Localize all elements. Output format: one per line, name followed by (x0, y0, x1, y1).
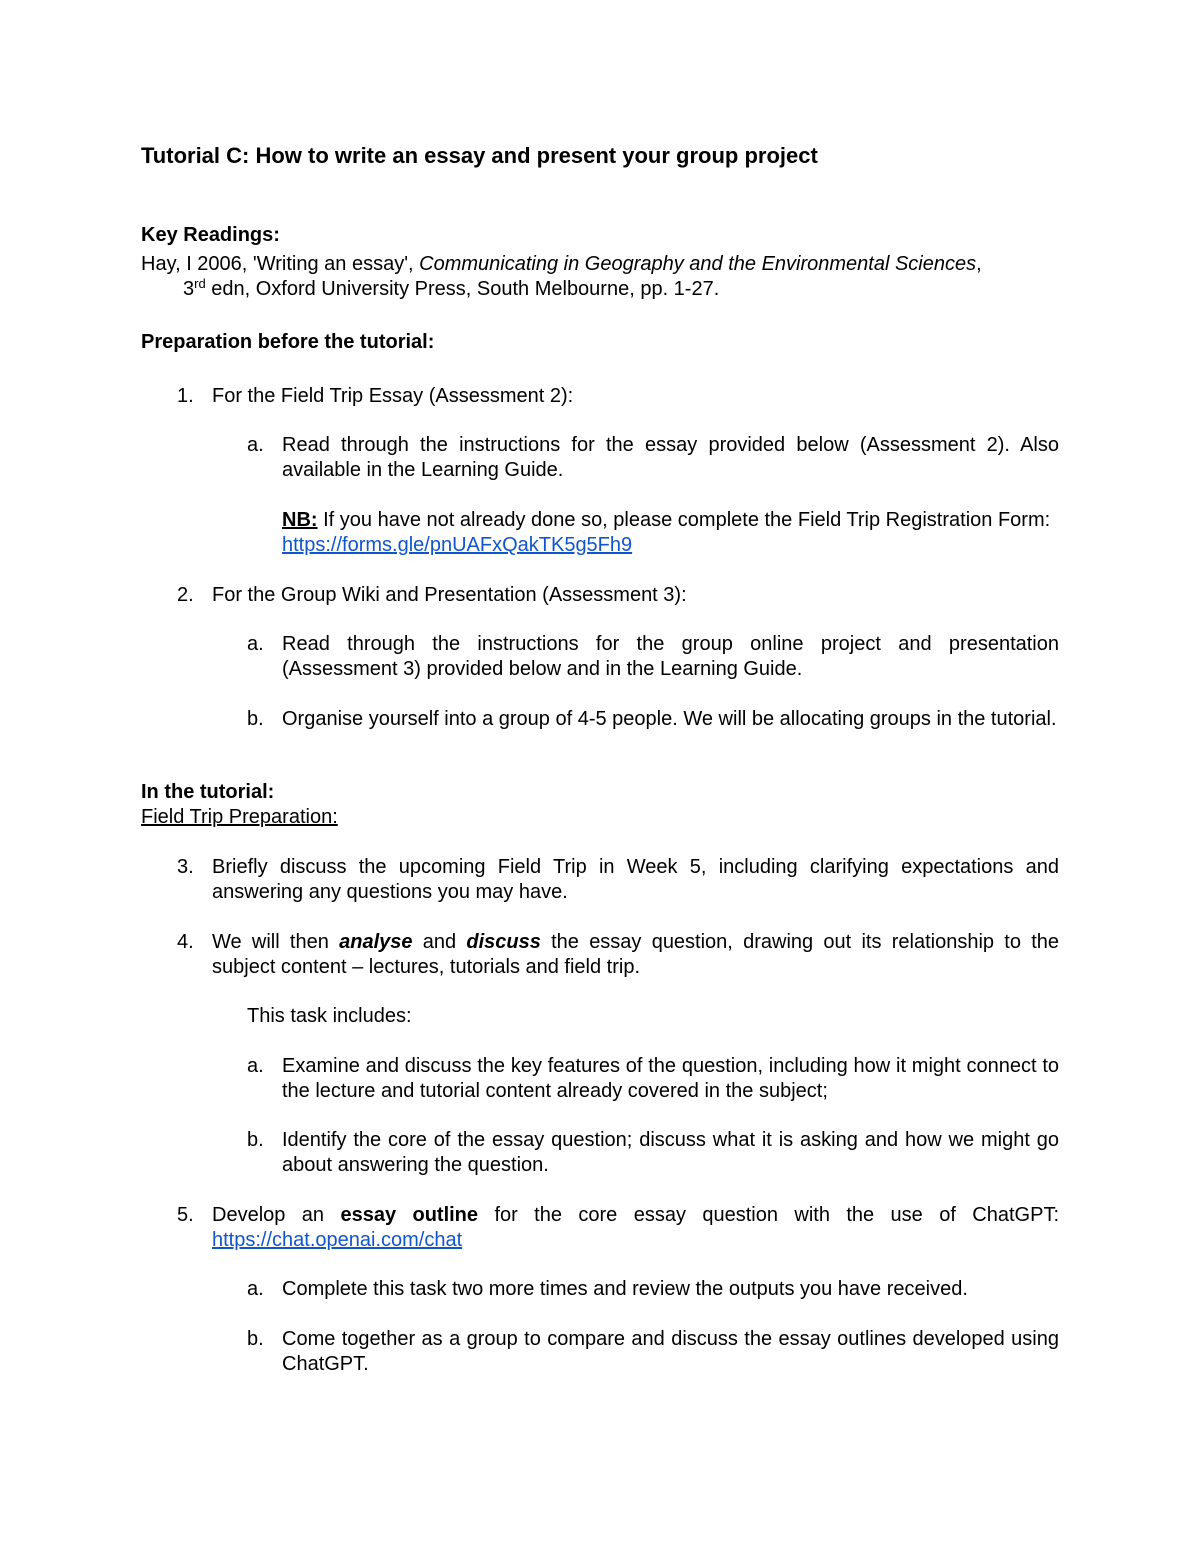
citation-line-2 (141, 277, 1059, 302)
item-1-number: 1. (177, 385, 194, 407)
item-5-text (212, 1203, 1059, 1253)
citation-publisher: edn, Oxford University Press, South Melbourne, pp. 1-27. (205, 278, 720, 300)
registration-form-link[interactable]: https://forms.gle/pnUAFxQakTK5g5Fh9 (282, 534, 633, 556)
item-4-text (212, 930, 1059, 980)
item-4-analyse: analyse (339, 931, 413, 953)
item-4-discuss: discuss (466, 931, 541, 953)
citation-edition-num: 3 (183, 278, 195, 300)
item-4-text-c: the essay question, drawing out its relationship to the subject content – lectures, tutorials and field trip. (212, 931, 1060, 978)
item-5a-text: Complete this task two more times and review the outputs you have received. (282, 1278, 968, 1300)
task-includes-label: This task includes: (247, 1005, 412, 1027)
item-5b-text: Come together as a group to compare and discuss the essay outlines developed using ChatGPT. (282, 1328, 1059, 1375)
item-4b-text: Identify the core of the essay question; discuss what it is asking and how we might go about answering the question. (282, 1129, 1059, 1176)
item-2-text: For the Group Wiki and Presentation (Assessment 3): (212, 584, 687, 606)
item-1a-label: a. (247, 434, 264, 456)
item-1-text: For the Field Trip Essay (Assessment 2): (212, 385, 574, 407)
key-readings-heading: Key Readings: (141, 224, 280, 246)
item-4-number: 4. (177, 931, 194, 953)
item-5b-label: b. (247, 1328, 264, 1350)
item-5-number: 5. (177, 1204, 194, 1226)
item-2b-text: Organise yourself into a group of 4-5 people. We will be allocating groups in the tutorial. (282, 708, 1057, 730)
nb-label: NB: (282, 509, 318, 531)
nb-note (282, 508, 1059, 558)
item-4b-label: b. (247, 1129, 264, 1151)
item-4a-text: Examine and discuss the key features of the question, including how it might connect to the lecture and tutorial content already covered in the subject; (282, 1055, 1059, 1102)
citation-author: Hay, I 2006, 'Writing an essay', (141, 253, 420, 275)
item-5-text-b: for the core essay question with the use of ChatGPT: (478, 1204, 1059, 1226)
item-4-text-b: and (412, 931, 467, 953)
title-rest: : How to write an essay and present your group project (242, 143, 818, 168)
key-readings-citation (141, 252, 1059, 302)
citation-book-title: Communicating in Geography and the Environmental Sciences (419, 253, 977, 275)
item-5-essay-outline: essay outline (340, 1204, 479, 1226)
item-2a-text: Read through the instructions for the group online project and presentation (Assessment 3) provided below and in the Learning Guide. (282, 633, 1059, 680)
item-5-text-a: Develop an (212, 1204, 341, 1226)
item-4a-label: a. (247, 1055, 264, 1077)
item-1a-text: Read through the instructions for the essay provided below (Assessment 2). Also available in the Learning Guide. (282, 434, 1059, 481)
preparation-heading: Preparation before the tutorial: (141, 331, 435, 353)
page-title (141, 141, 818, 171)
item-3-number: 3. (177, 856, 194, 878)
title-bold: Tutorial C (141, 143, 243, 168)
field-trip-subheading (141, 805, 1059, 830)
item-3-text: Briefly discuss the upcoming Field Trip in Week 5, including clarifying expectations and answering any questions you may have. (212, 856, 1059, 903)
item-2a-label: a. (247, 633, 264, 655)
chatgpt-link[interactable]: https://chat.openai.com/chat (212, 1229, 463, 1251)
citation-edition-sup: rd (194, 276, 206, 291)
tutorial-heading: In the tutorial: (141, 781, 275, 803)
item-5a-label: a. (247, 1278, 264, 1300)
item-4-text-a: We will then (212, 931, 340, 953)
item-2-number: 2. (177, 584, 194, 606)
citation-line-1 (141, 252, 1059, 277)
citation-comma: , (976, 253, 982, 275)
item-2b-label: b. (247, 708, 264, 730)
field-trip-subheading-text: Field Trip Preparation: (141, 806, 338, 828)
nb-text: If you have not already done so, please complete the Field Trip Registration Form: (317, 509, 1051, 531)
